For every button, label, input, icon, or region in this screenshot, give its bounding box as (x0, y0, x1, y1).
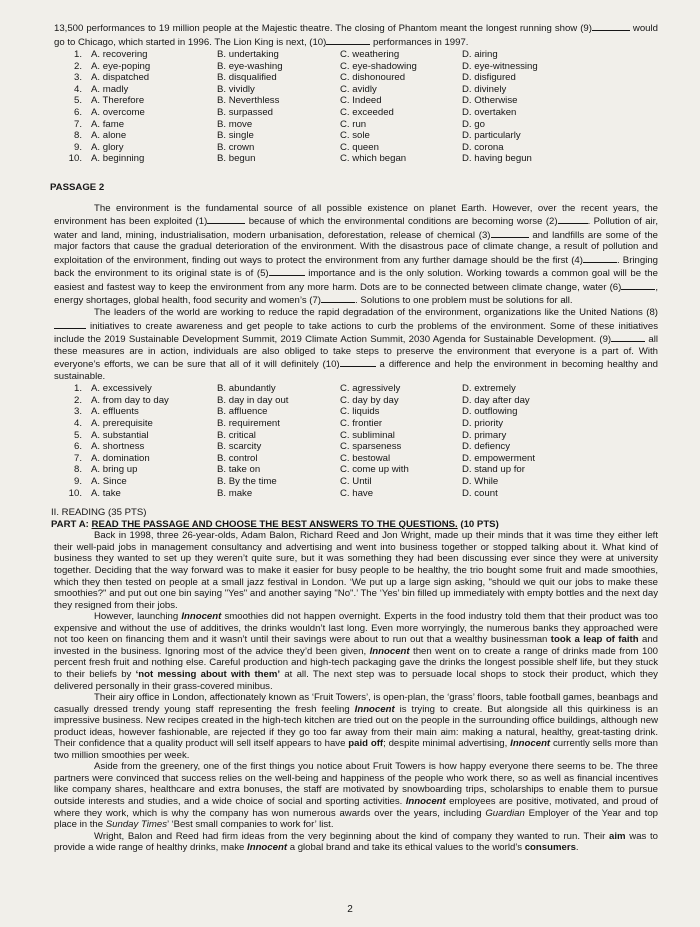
page-number: 2 (347, 904, 353, 915)
part-a-heading: PART A: READ THE PASSAGE AND CHOOSE THE BEST ANSWERS TO THE QUESTIONS. (10 PTS) (51, 518, 499, 530)
blank-1 (207, 214, 245, 224)
option-row: 3. A. effluents B. affluence C. liquids D. outflowing (73, 406, 518, 418)
blank-10b (340, 357, 376, 367)
option-row: 9. A. Since B. By the time C. Until D. While (73, 476, 499, 488)
option-row: 5. A. Therefore B. Neverthless C. Indeed D. Otherwise (73, 95, 518, 107)
option-row: 5. A. substantial B. critical C. subliminal D. primary (73, 429, 507, 441)
blank-2 (558, 214, 588, 224)
option-row: 2. A. from day to day B. day in day out C. day by day D. day after day (73, 394, 530, 406)
reading-paragraph-1: Back in 1998, three 26-year-olds, Adam Balon, Richard Reed and Jon Wright, made up their minds that it was time they either left their well-paid jobs in management consultancy and advertising and went into business together or stopped talking about it. What kind of business they wanted to set up they weren’t quite sure, but it was something they had been discussing ever since they were at university together. Deciding that the way forward was to make it easier for busy people to be healthy, the trio bought some fruit and made smoothies, which they then tested on people at a small jazz festival in London. ‘We put up a large sign asking, "should we quit our jobs to make these smoothies?" and put out one bin saying "Yes" and another saying "No".’ The ‘Yes’ bin filled up immediately with empty bottles and the next day they resigned from their jobs. (54, 530, 658, 611)
option-row: 10. A. beginning B. begun C. which began D. having begun (68, 153, 532, 165)
reading-paragraph-3: Their airy office in London, affectionately known as ‘Fruit Towers’, is open-plan, the ‘grass’ floors, table football games, beanbags and casually dressed trendy young staff representing the fresh feeling Innocent is trying to create. But alongside all this quirkiness is an impressive business. New recipes created in the high-tech kitchen are tried out on the people in the surrounding office buildings, although new product ideas, however fashionable, are rejected if they go too far away from their main aim: making a natural, healthy, great-tasting drink. Their confidence that a quality product will sell itself appears to have paid off; despite minimal advertising, Innocent currently sells more than two million smoothies per week. (54, 692, 658, 761)
passage2-paragraph-2: The leaders of the world are working to reduce the rapid degradation of the environment, organizations like the United Nations (8) initiatives to create awareness and get people to take actions to curb the problems of the environment. Some of these initiatives include the 2019 Sustainable Development Summit, 2019 Climate Action Summit, 2030 Agenda for Sustainable Development. (9) all these measures are in action, individuals are also obliged to take steps to preserve the environment that everyone is a part of. With everyone’s efforts, we can be sure that all of it will definitely (10) a difference and help the environment in becoming healthy and sustainable. (54, 307, 658, 382)
passage2-options (54, 383, 658, 500)
blank-10 (326, 35, 370, 45)
option-row: 2. A. eye-poping B. eye-washing C. eye-shadowing D. eye-witnessing (73, 60, 538, 72)
passage2-heading: PASSAGE 2 (50, 182, 105, 194)
blank-6 (621, 280, 655, 290)
reading-paragraph-4: Aside from the greenery, one of the first things you notice about Fruit Towers is how happy everyone there seems to be. The three partners were convinced that success relies on the well-being and happiness of the people who work there, so as well as financial incentives like company shares, healthcare and extra bonuses, the staff are motivated by snowboarding trips, scholarships to enable them to pursue outside interests and studies, and a wide choice of social and sporting activities. Innocent employees are positive, motivated, and proud of where they work, which is why the company has won numerous awards over the years, including Guardian Employer of the Year and top place in the Sunday Times’ ‘Best small companies to work for’ list. (54, 761, 659, 831)
option-row: 6. A. shortness B. scarcity C. sparseness D. defiency (73, 441, 510, 453)
blank-7 (321, 293, 355, 303)
blank-3 (491, 228, 529, 238)
reading-section-title: II. READING (35 PTS) (51, 507, 147, 519)
blank-4 (583, 253, 617, 263)
passage1-options (54, 49, 658, 166)
option-row: 10. A. take B. make C. have D. count (68, 487, 498, 499)
option-row: 1. A. excessively B. abundantly C. agressively D. extremely (73, 383, 516, 395)
option-row: 3. A. dispatched B. disqualified C. dishonoured D. disfigured (73, 72, 516, 84)
blank-9 (592, 21, 630, 31)
option-row: 1. A. recovering B. undertaking C. weathering D. airing (73, 49, 498, 61)
option-row: 4. A. madly B. vividly C. avidly D. divinely (73, 83, 507, 95)
passage1-ending: 13,500 performances to 19 million people at the Majestic theatre. The closing of Phantom meant the longest running show (9) would go to Chicago, which started in 1996. The Lion King is next, (10) performances in 1997. (54, 23, 658, 48)
blank-8 (54, 319, 86, 329)
blank-9b (611, 332, 645, 342)
blank-5 (269, 266, 305, 276)
document-page (50, 21, 659, 854)
passage2-paragraph-1: The environment is the fundamental source of all possible existence on planet Earth. However, over the recent years, the environment has been exploited (1) because of which the environmental conditions are becoming worse (2) . Pollution of air, water and land, mining, industrialisation, modern urbanisation, deforestation, release of chemical (3) and landfills are some of the major factors that cause the gradual deterioration of the environment. With the disastrous pace of climate change, a result of pollution and exploitation of the environment, finding out ways to protect the environment from any further damage should be the first (4) . Bringing back the environment to its original state is of (5) importance and is the only solution. Working towards a common goal will be the easiest and fastest way to keep the environment from any more harm. Dots are to be connected between climate change, water (6) , energy shortages, global health, food security and women’s (7) . Solutions to one problem must be solutions for all. (54, 202, 659, 307)
option-row: 6. A. overcome B. surpassed C. exceeded D. overtaken (73, 107, 517, 119)
option-row: 8. A. bring up B. take on C. come up with D. stand up for (73, 464, 525, 476)
option-row: 9. A. glory B. crown C. queen D. corona (73, 141, 504, 153)
option-row: 8. A. alone B. single C. sole D. particularly (73, 130, 521, 142)
option-row: 7. A. fame B. move C. run D. go (73, 118, 485, 130)
option-row: 4. A. prerequisite B. requirement C. frontier D. priority (73, 418, 504, 430)
option-row: 7. A. domination B. control C. bestowal D. empowerment (73, 452, 536, 464)
reading-paragraph-5: Wright, Balon and Reed had firm ideas from the very beginning about the kind of company they wanted to run. Their aim was to provide a wide range of healthy drinks, make Innocent a global brand and take its ethical values to the world’s consumers. (54, 830, 658, 854)
reading-paragraph-2: However, launching Innocent smoothies did not happen overnight. Experts in the food industry told them that their product was too expensive and without the use of additives, the drinks wouldn’t last long. Even more worryingly, the numerous banks they approached were not too keen on financing them and it wasn’t until their savings were about to run out that a wealthy businessman took a leap of faith and invested in the business. Ignoring most of the advice they’d been given, Innocent then went on to create a range of drinks made from 100 percent fresh fruit and nothing else. Careful production and high-tech packaging gave the drinks the longest possible shelf life, but they stuck to their beliefs by ‘not messing about with them’ at all. The next step was to persuade local shops to stock their product, which they delivered personally in their grass-covered minibus. (54, 611, 658, 692)
